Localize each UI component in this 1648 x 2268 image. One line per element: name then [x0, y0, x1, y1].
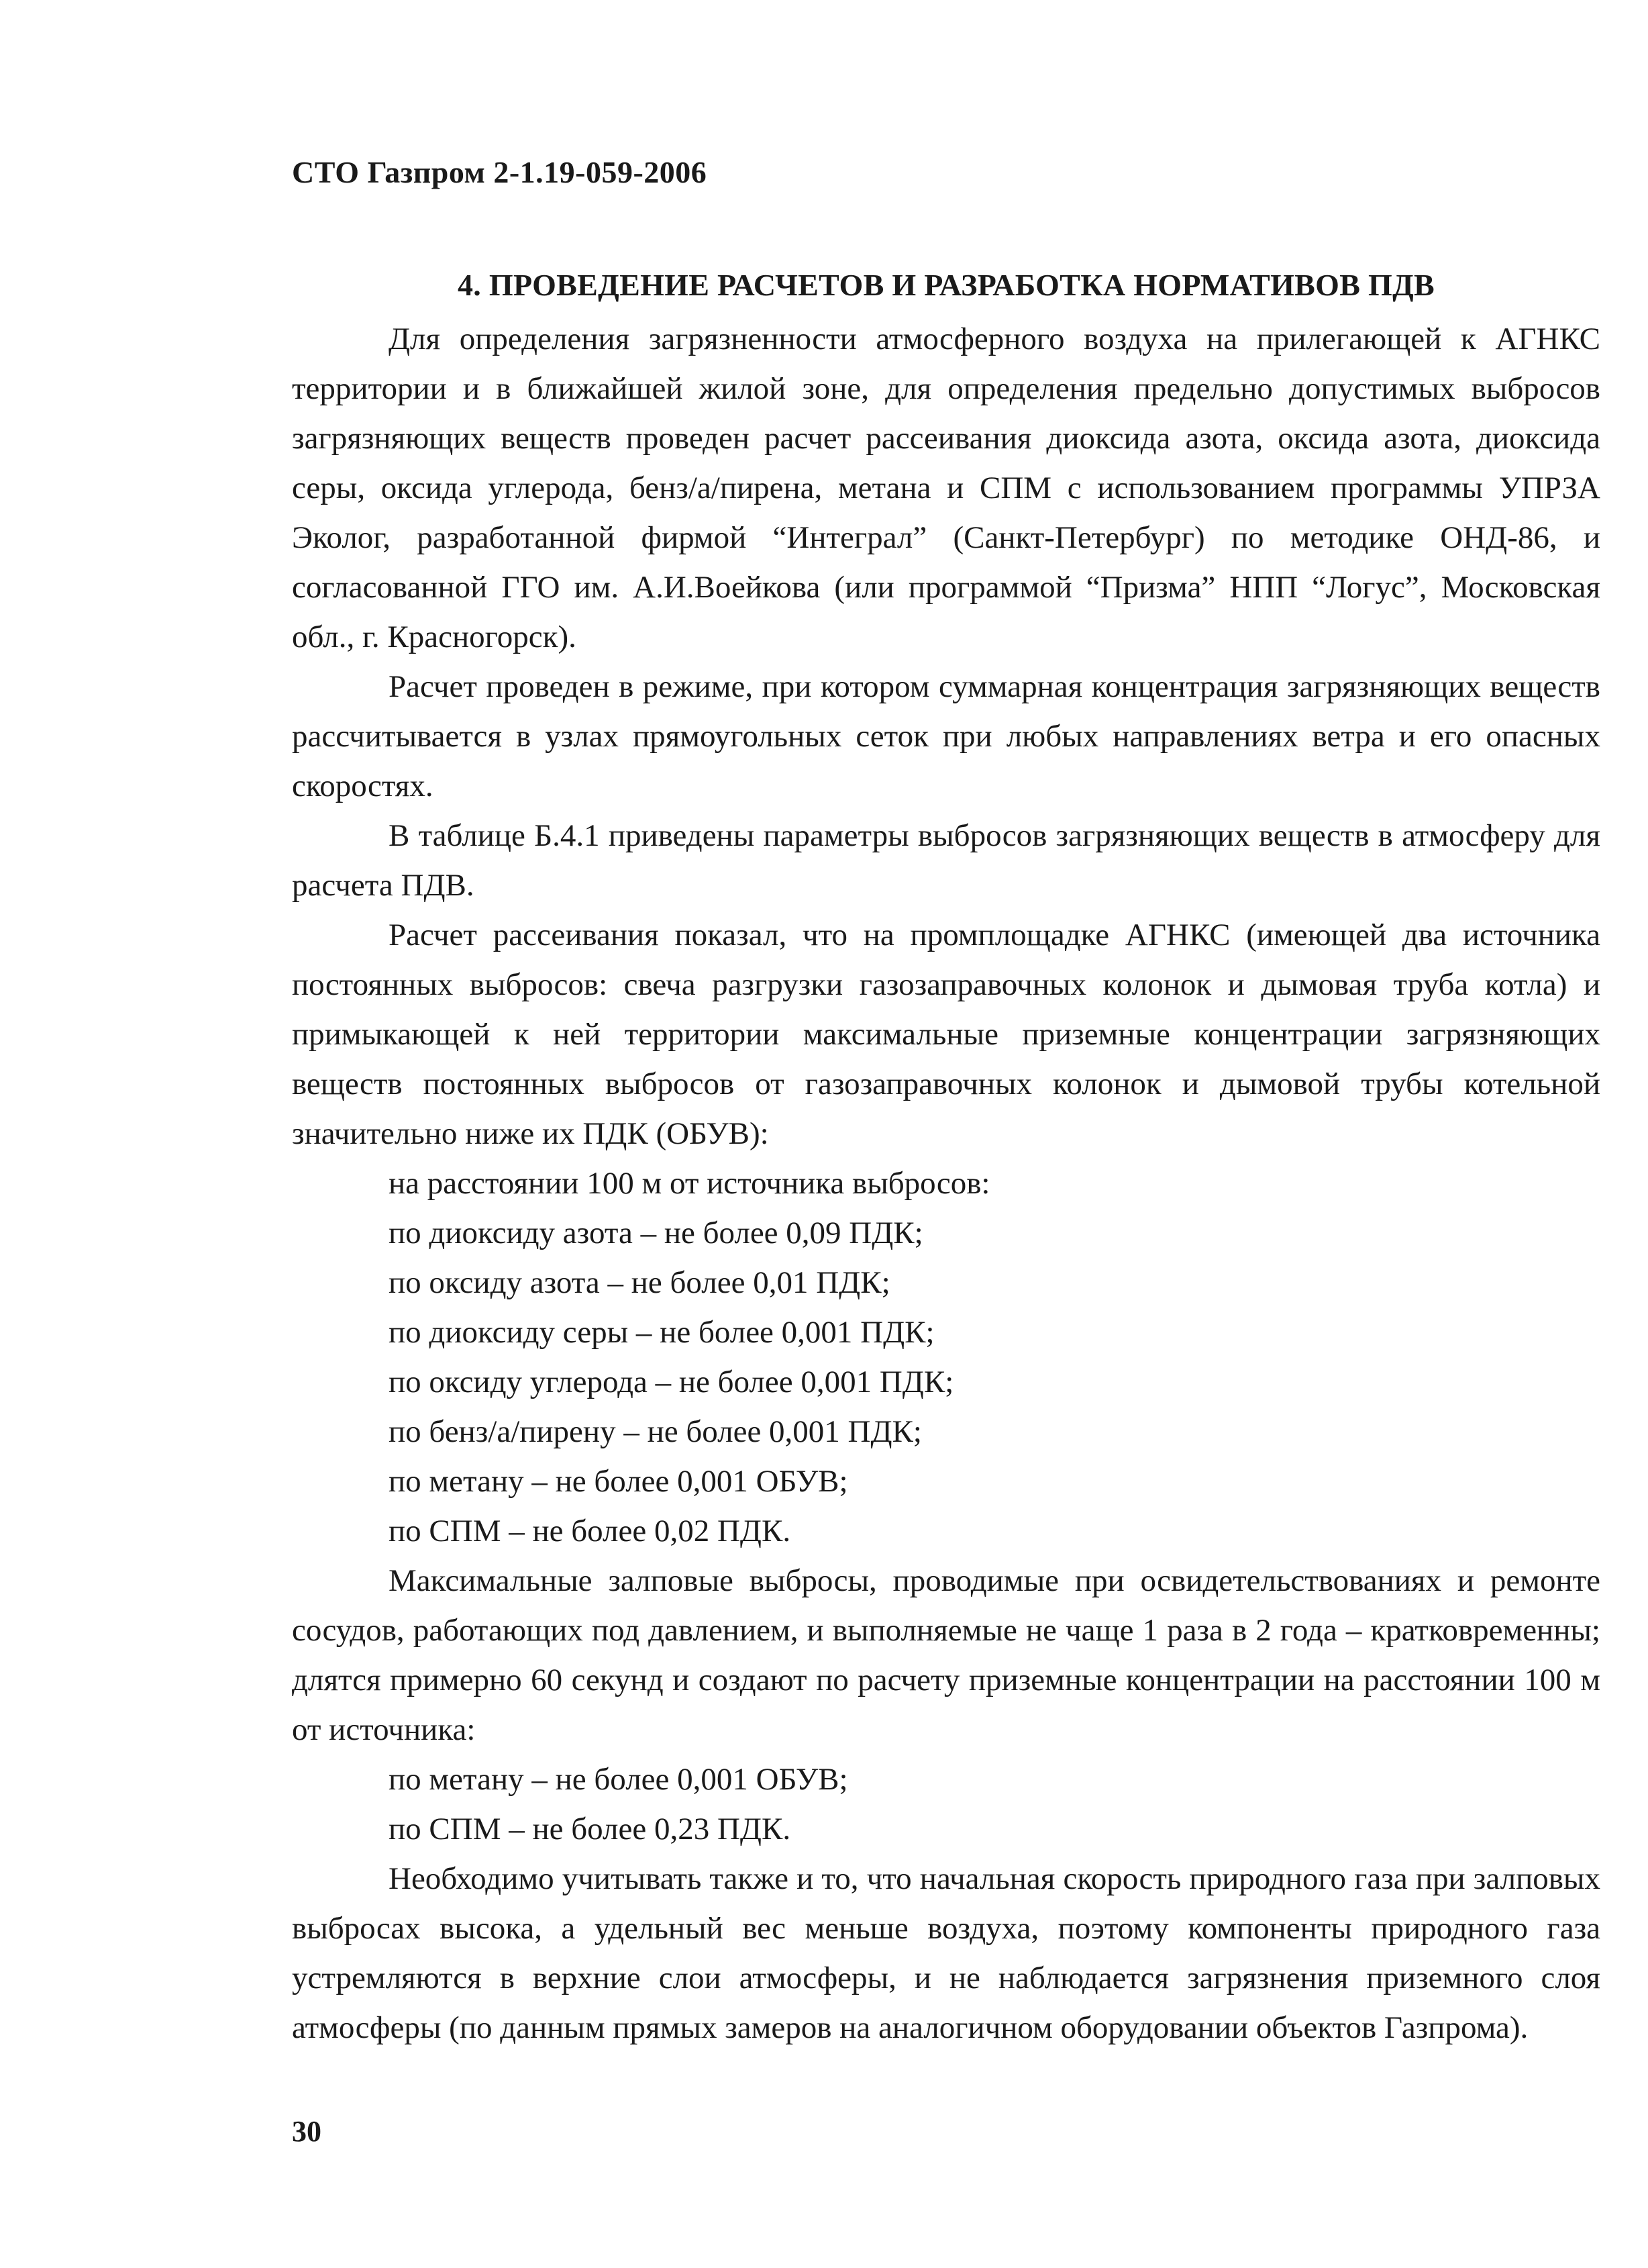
list-item: по метану – не более 0,001 ОБУВ; — [389, 1762, 848, 1797]
list-item: по оксиду азота – не более 0,01 ПДК; — [389, 1265, 890, 1300]
paragraph-table-reference: В таблице Б.4.1 приведены параметры выбросов загрязняющих веществ в атмосферу для расчета ПДВ. — [292, 818, 1600, 903]
list-item: по оксиду углерода – не более 0,001 ПДК; — [389, 1365, 954, 1399]
section-body — [292, 314, 1600, 2053]
list-intro: на расстоянии 100 м от источника выбросов: — [389, 1166, 990, 1201]
paragraph-calculation-mode: Расчет проведен в режиме, при котором суммарная концентрация загрязняющих веществ рассчитывается в узлах прямоугольных сеток при любых направлениях ветра и его опасных скоростях. — [292, 669, 1600, 803]
paragraph-gas-dispersion-note: Необходимо учитывать также и то, что начальная скорость природного газа при залповых выбросах высока, а удельный вес меньше воздуха, поэтому компоненты природного газа устремляются в верхние слои атмосферы, и не наблюдается загрязнения приземного слоя атмосферы (по данным прямых замеров на аналогичном оборудовании объектов Газпрома). — [292, 1861, 1600, 2045]
document-code-header: СТО Газпром 2-1.19-059-2006 — [292, 155, 707, 189]
paragraph-calculation-method: Для определения загрязненности атмосферного воздуха на прилегающей к АГНКС территории и в ближайшей жилой зоне, для определения предельно допустимых выбросов загрязняющих веществ проведен расчет рассеивания диоксида азота, оксида азота, диоксида серы, оксида углерода, бенз/а/пирена, метана и СПМ с использованием программы УПРЗА Эколог, разработанной фирмой “Интеграл” (Санкт-Петербург) по методике ОНД-86, и согласованной ГГО им. А.И.Воейкова (или программой “Призма” НПП “Логус”, Московская обл., г. Красногорск). — [292, 322, 1600, 654]
list-item: по СПМ – не более 0,02 ПДК. — [389, 1514, 791, 1548]
list-item: по диоксиду азота – не более 0,09 ПДК; — [389, 1216, 923, 1250]
paragraph-burst-emissions: Максимальные залповые выбросы, проводимые при освидетельствованиях и ремонте сосудов, работающих под давлением, и выполняемые не чаще 1 раза в 2 года – кратковременны; длятся примерно 60 секунд и создают по расчету приземные концентрации на расстоянии 100 м от источника: — [292, 1563, 1600, 1747]
paragraph-dispersion-results: Расчет рассеивания показал, что на промплощадке АГНКС (имеющей два источника постоянных выбросов: свеча разгрузки газозаправочных колонок и дымовая труба котла) и примыкающей к ней территории максимальные приземные концентрации загрязняющих веществ постоянных выбросов от газозаправочных колонок и дымовой трубы котельной значительно ниже их ПДК (ОБУВ): — [292, 918, 1600, 1151]
list-item: по бенз/а/пирену – не более 0,001 ПДК; — [389, 1414, 922, 1449]
list-item: по метану – не более 0,001 ОБУВ; — [389, 1464, 848, 1499]
page-number: 30 — [292, 2115, 321, 2148]
list-item: по СПМ – не более 0,23 ПДК. — [389, 1812, 791, 1846]
section-title: 4. ПРОВЕДЕНИЕ РАСЧЕТОВ И РАЗРАБОТКА НОРМАТИВОВ ПДВ — [457, 268, 1435, 302]
list-item: по диоксиду серы – не более 0,001 ПДК; — [389, 1315, 935, 1350]
